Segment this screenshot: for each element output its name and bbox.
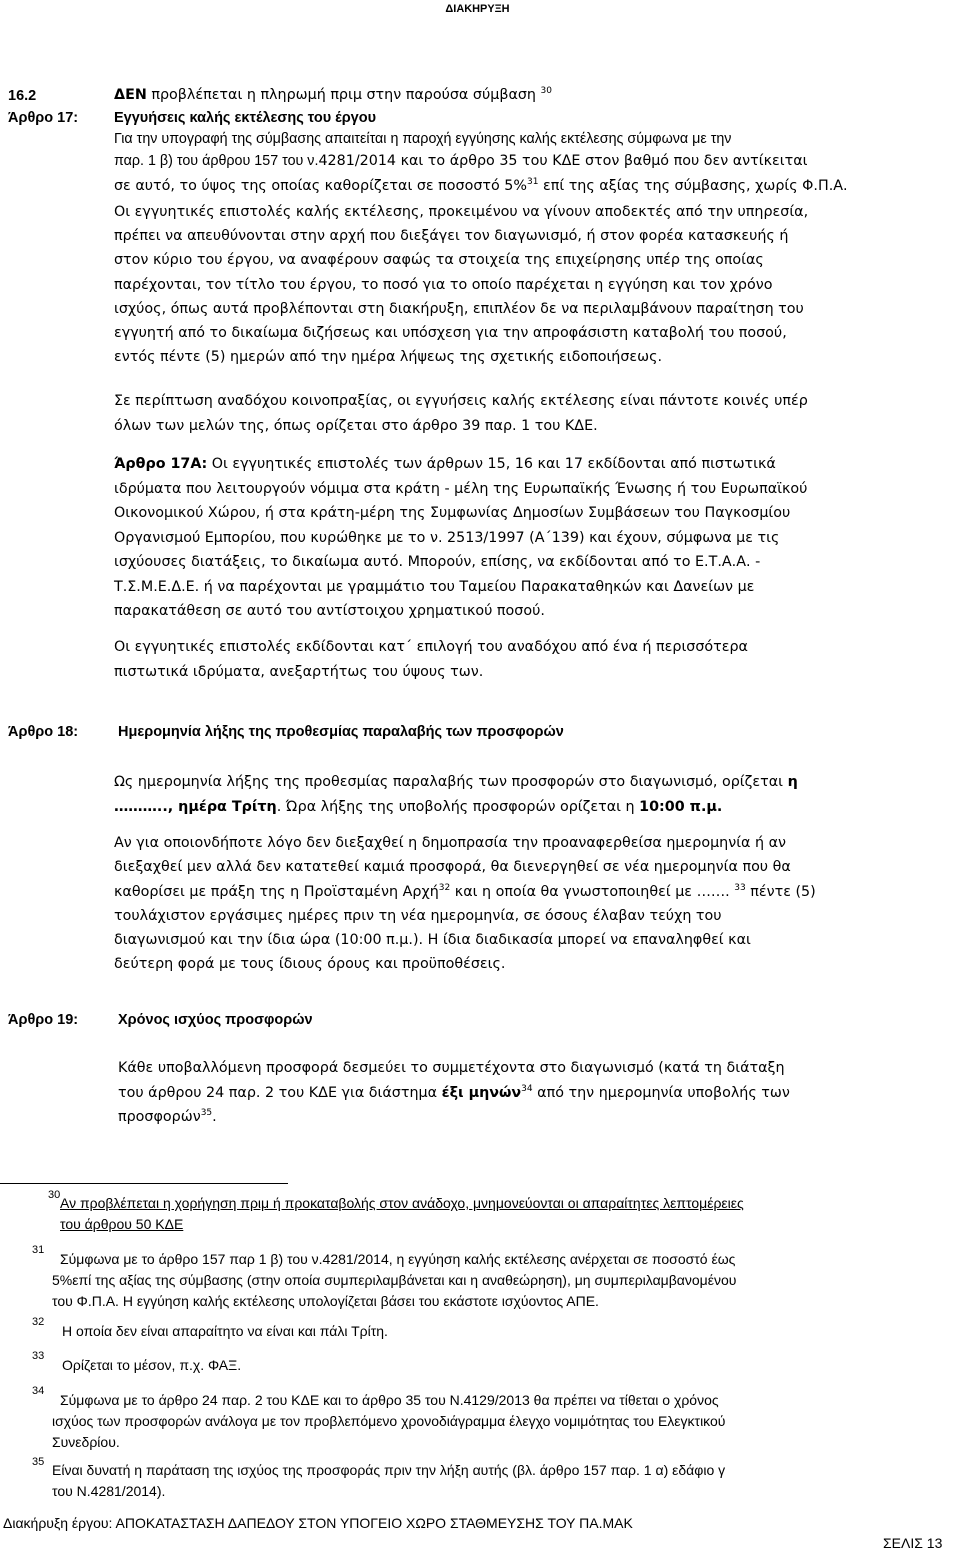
article-17a-paragraph xyxy=(114,456,807,628)
footnote-34 xyxy=(60,1392,719,1413)
footnote-number: 34 xyxy=(32,1385,45,1397)
text-line xyxy=(114,799,798,824)
text-line: Τ.Σ.Μ.Ε.Δ.Ε. ή να παρέχονται με γραμμάτιο του Ταμείου Παρακαταθηκών και Δανείων με xyxy=(114,578,755,595)
article-18-label: Άρθρο 18: xyxy=(8,724,79,740)
footnote-separator xyxy=(0,1183,288,1184)
article-17-line-1: Για την υπογραφή της σύμβασης απαιτείται η παροχή εγγύησης καλής εκτέλεσης σύμφωνα με την xyxy=(114,131,732,147)
footnote-30 xyxy=(60,1195,744,1237)
text-line: εγγυητή από το δικαίωμα διζήσεως και υπόσχεση για την απροφάσιστη καταβολή του ποσού, xyxy=(114,324,787,341)
text-line: διαγωνισμού και την ίδια ώρα (10:00 π.μ.). Η ίδια διαδικασία μπορεί να επαναληφθεί και xyxy=(114,932,751,949)
footnote-line: ισχύος των προσφορών ανάλογα με τον προβλεπόμενο χρονοδιάγραμμα έλεγχο νομιμότητας του Ελεγκτικού xyxy=(52,1413,726,1429)
text-line-rest: Οι εγγυητικές επιστολές των άρθρων 15, 16 και 17 εκδίδονται από πιστωτικά xyxy=(207,456,776,472)
text-run-bold: η xyxy=(787,774,798,790)
footnote-number: 33 xyxy=(32,1350,45,1362)
text-line: παρέχονται, τον τίτλο του έργου, το ποσό για το οποίο παρέχεται η εγγύηση και τον χρόνο xyxy=(114,276,773,293)
text-run: Ως ημερομηνία λήξης της προθεσμίας παραλαβής των προσφορών στο διαγωνισμό, ορίζεται xyxy=(114,774,788,790)
text-run-bold: έξι μηνών xyxy=(441,1084,522,1101)
text-run: από την ημερομηνία υποβολής των xyxy=(532,1084,790,1101)
text-line: Οι εγγυητικές επιστολές καλής εκτέλεσης, προκειμένου να γίνουν αποδεκτές από την υπηρεσία, xyxy=(114,204,809,220)
footnote-line: Αν προβλέπεται η χορήγηση πριμ ή προκαταβολής στον ανάδοχο, μνημονεύονται οι απαραίτητες λεπτομέρειες xyxy=(60,1195,744,1211)
text-run: καθορίσει με πράξη της η Προϊσταμένη Αρχή xyxy=(114,883,439,900)
text-line: ισχύος, όπως αυτά προβλέπονται στη διακήρυξη, επιπλέον δε να περιλαμβάνουν παραίτηση του xyxy=(114,300,804,317)
line-3-part-b: επί της αξίας της σύμβασης, χωρίς Φ.Π.Α. xyxy=(538,178,848,194)
footer-project-title: Διακήρυξη έργου: ΑΠΟΚΑΤΑΣΤΑΣΗ ΔΑΠΕΔΟΥ ΣΤΟΝ ΥΠΟΓΕΙΟ ΧΩΡΟ ΣΤΑΘΜΕΥΣΗΣ ΤΟΥ ΠΑ.ΜΑΚ xyxy=(3,1515,633,1531)
text-run: . Ώρα λήξης της υποβολής προσφορών ορίζεται η xyxy=(276,798,640,815)
document-header: ΔΙΑΚΗΡΥΞΗ xyxy=(445,3,510,15)
page-number: ΣΕΛΙΣ 13 xyxy=(883,1535,943,1551)
line-3-part-a: σε αυτό, το ύψος της οποίας καθορίζεται σε ποσοστό 5% xyxy=(114,178,527,194)
text-line xyxy=(114,456,807,481)
footnote-number: 35 xyxy=(32,1456,45,1468)
text-run: και η οποία θα γνωστοποιηθεί με ……. xyxy=(450,883,735,900)
text-line: όλων των μελών της, όπως ορίζεται στο άρθρο 39 παρ. 1 του ΚΔΕ. xyxy=(114,417,598,434)
footnote-line: Σύμφωνα με το άρθρο 24 παρ. 2 του ΚΔΕ και το άρθρο 35 του Ν.4129/2013 θα πρέπει να τίθεται ο χρόνος xyxy=(60,1392,719,1408)
line-2-part-b: 4281/2014 και το άρθρο 35 του ΚΔΕ στον βαθμό που δεν αντίκειται xyxy=(318,153,808,169)
article-17-paragraph-2 xyxy=(114,393,808,442)
footnote-line: του Ν.4281/2014). xyxy=(52,1483,166,1499)
text-run: . xyxy=(212,1109,217,1125)
date-placeholder: ……….., xyxy=(114,798,179,815)
article-19-label: Άρθρο 19: xyxy=(8,1012,79,1028)
line-2-part-a: παρ. 1 β) του άρθρου 157 του ν. xyxy=(114,153,319,169)
article-17-title: Εγγυήσεις καλής εκτέλεσης του έργου xyxy=(114,110,377,126)
footnote-line: του άρθρου 50 ΚΔΕ xyxy=(60,1216,184,1232)
text-line: Αν για οποιονδήποτε λόγο δεν διεξαχθεί η δημοπρασία την προαναφερθείσα ημερομηνία ή αν xyxy=(114,835,787,851)
footnote-32: Η οποία δεν είναι απαραίτητο να είναι και πάλι Τρίτη. xyxy=(62,1323,388,1339)
text-line xyxy=(114,774,798,799)
footnote-ref: 34 xyxy=(521,1083,533,1094)
footnote-35 xyxy=(52,1462,725,1504)
intro-rest: προβλέπεται η πληρωμή πριμ στην παρούσα σύμβαση xyxy=(146,87,541,103)
text-line: Οργανισμού Εμπορίου, που κυρώθηκε με το ν. 2513/1997 (Α΄139) και έχουν, σύμφωνα με τις xyxy=(114,529,780,546)
text-run: προσφορών xyxy=(118,1109,201,1125)
intro-bold: ΔΕΝ xyxy=(114,87,147,103)
footnote-line: Σύμφωνα με το άρθρο 157 παρ 1 β) του ν.4281/2014, η εγγύηση καλής εκτέλεσης ανέρχεται σε ποσοστό έως xyxy=(60,1251,736,1267)
footnote-number: 32 xyxy=(32,1316,45,1328)
article-17-paragraph-4 xyxy=(114,639,748,688)
text-line: στον κύριο του έργου, να αναφέρουν σαφώς τα στοιχεία της επιχείρησης υπέρ της οποίας xyxy=(114,252,764,269)
footnote-number: 31 xyxy=(32,1244,45,1256)
footnote-line: Είναι δυνατή η παράταση της ισχύος της προσφοράς πριν την λήξη αυτής (βλ. άρθρο 157 παρ. 1 α) εδάφιο γ xyxy=(52,1462,726,1478)
text-line: Σε περίπτωση αναδόχου κοινοπραξίας, οι εγγυήσεις καλής εκτέλεσης είναι πάντοτε κοινές υπέρ xyxy=(114,393,808,409)
text-line: πρέπει να απευθύνονται στην αρχή που διεξάγει τον διαγωνισμό, ή στον φορέα κατασκευής ή xyxy=(114,228,789,245)
footnote-31 xyxy=(60,1251,735,1272)
text-line: δεύτερη φορά με τους ίδιους όρους και προϋποθέσεις. xyxy=(114,956,506,973)
article-17-paragraph-1 xyxy=(114,204,808,373)
deadline-time: 10:00 π.μ. xyxy=(639,798,723,815)
footnote-ref: 30 xyxy=(540,86,552,96)
article-17-line-3 xyxy=(114,178,848,194)
footnote-ref: 33 xyxy=(734,882,746,893)
text-line: ισχύουσες διατάξεις, το δικαίωμα αυτό. Μπορούν, επίσης, να εκδίδονται από το Ε.Τ.Α.Α. - xyxy=(114,554,761,570)
footnote-33: Ορίζεται το μέσον, π.χ. ΦΑΞ. xyxy=(62,1357,242,1373)
footnote-line: 5%επί της αξίας της σύμβασης (στην οποία συμπεριλαμβάνεται και η αναθεώρηση), μη συμπεριλαμβανομένου xyxy=(52,1272,737,1288)
footnote-ref: 35 xyxy=(200,1108,213,1118)
section-number: 16.2 xyxy=(8,88,37,104)
text-line xyxy=(118,1085,790,1110)
article-18-title: Ημερομηνία λήξης της προθεσμίας παραλαβής των προσφορών xyxy=(118,724,564,740)
text-line: τουλάχιστον εργάσιμες ημέρες πριν τη νέα ημερομηνία, σε όσους έλαβαν τεύχη του xyxy=(114,907,722,924)
text-line: παρακατάθεση σε αυτό του αντίστοιχου χρηματικού ποσού. xyxy=(114,603,545,619)
footnote-line: του Φ.Π.Α. Η εγγύηση καλής εκτέλεσης υπολογίζεται βάσει του εκάστοτε ισχύοντος ΑΠΕ. xyxy=(52,1293,599,1309)
text-line: Οικονομικού Χώρου, ή στα κράτη-μέρη της Συμφωνίας Δημοσίων Συμβάσεων του Παγκοσμίου xyxy=(114,505,791,521)
text-run: πέντε (5) xyxy=(745,883,816,900)
article-17-label: Άρθρο 17: xyxy=(8,110,79,126)
text-line: εντός πέντε (5) ημερών από την ημέρα λήψεως της σχετικής ειδοποιήσεως. xyxy=(114,349,663,366)
section-16-2-text xyxy=(114,87,552,103)
text-line: διεξαχθεί μεν αλλά δεν κατατεθεί καμιά προσφορά, θα διενεργηθεί σε νέα ημερομηνία που θα xyxy=(114,859,791,876)
article-17-line-2 xyxy=(114,153,807,169)
article-17a-label: Άρθρο 17Α: xyxy=(114,456,208,472)
article-19-paragraph xyxy=(118,1060,790,1134)
text-line: Κάθε υποβαλλόμενη προσφορά δεσμεύει το συμμετέχοντα στο διαγωνισμό (κατά τη διάταξη xyxy=(118,1060,785,1076)
article-19-title: Χρόνος ισχύος προσφορών xyxy=(118,1012,313,1028)
text-run-bold: ημέρα Τρίτη xyxy=(178,798,277,815)
text-line: πιστωτικά ιδρύματα, ανεξαρτήτως του ύψους των. xyxy=(114,663,484,680)
footnote-ref: 31 xyxy=(526,177,539,187)
footnote-31-continued xyxy=(52,1272,736,1314)
text-line xyxy=(118,1109,790,1134)
article-18-paragraph-2 xyxy=(114,835,816,981)
text-line: Οι εγγυητικές επιστολές εκδίδονται κατ΄ επιλογή του αναδόχου από ένα ή περισσότερα xyxy=(114,639,748,655)
footnote-ref: 32 xyxy=(438,882,451,893)
article-18-paragraph-1 xyxy=(114,774,798,823)
footnote-number: 30 xyxy=(48,1189,61,1201)
text-line: ιδρύματα που λειτουργούν νόμιμα στα κράτη - μέλη της Ευρωπαϊκής Ένωσης ή του Ευρωπαϊκού xyxy=(114,480,808,497)
text-run: του άρθρου 24 παρ. 2 του ΚΔΕ για διάστημα xyxy=(118,1084,442,1101)
text-line xyxy=(114,884,816,908)
footnote-34-continued xyxy=(52,1413,725,1455)
footnote-line: Συνεδρίου. xyxy=(52,1434,120,1450)
